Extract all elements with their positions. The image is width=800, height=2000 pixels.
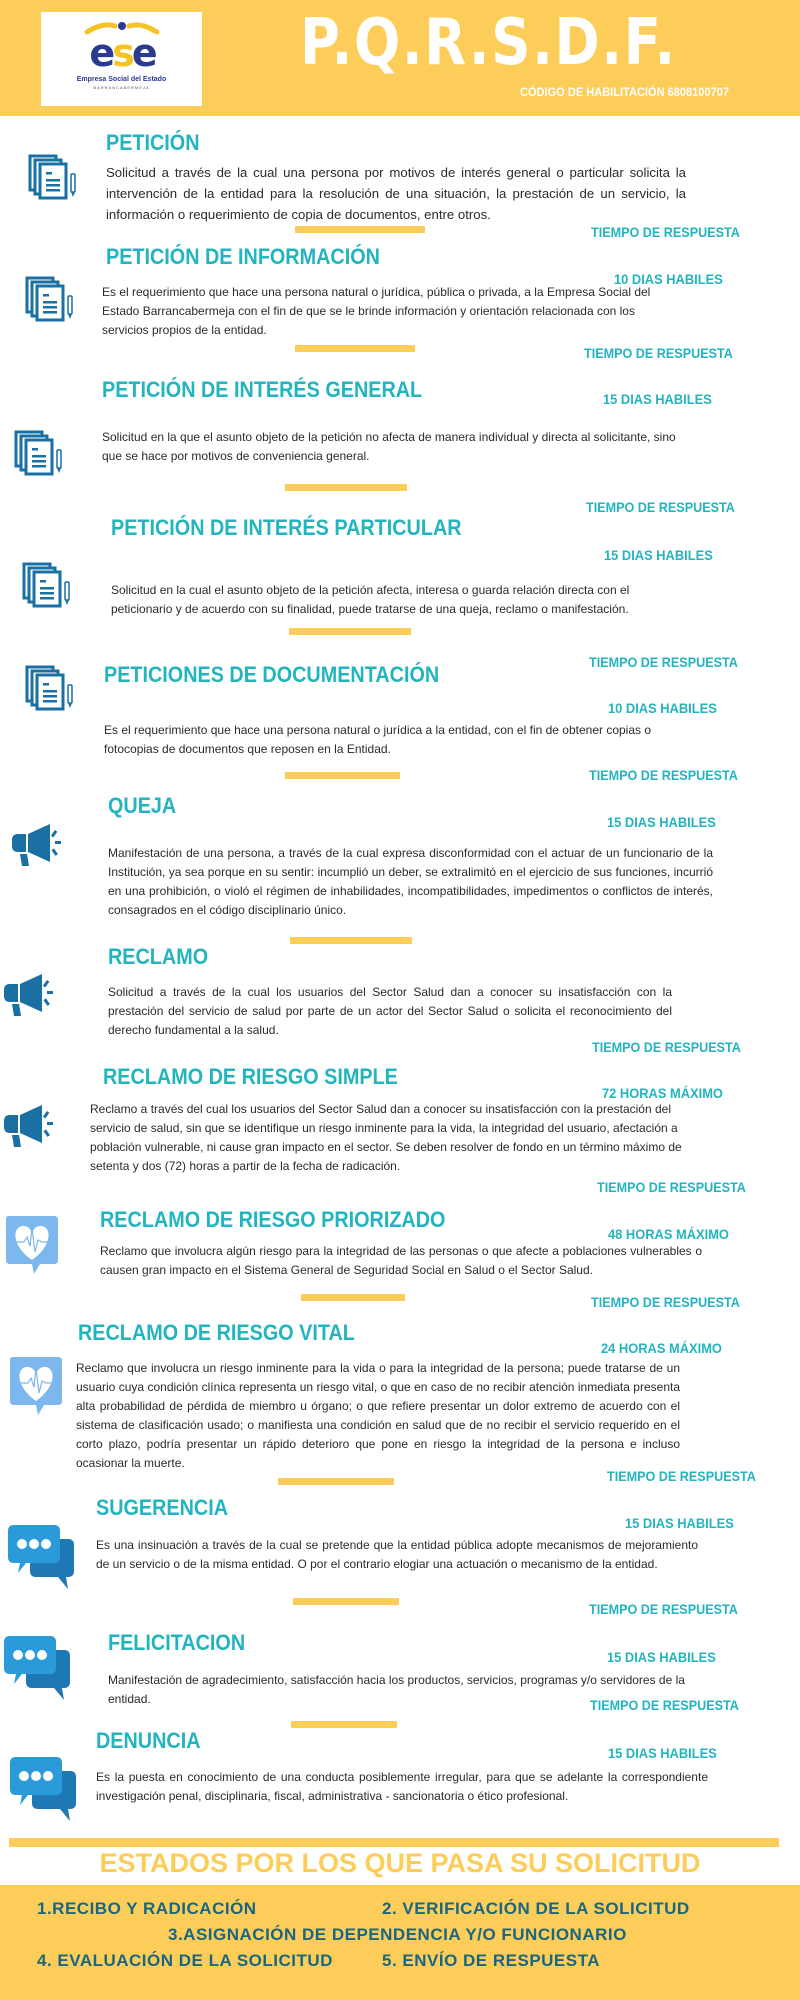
divider-bar [291, 1721, 397, 1728]
response-time-label: TIEMPO DE RESPUESTA [591, 224, 740, 240]
divider-bar [290, 937, 412, 944]
response-time-value: 15 DIAS HABILES [607, 1649, 716, 1665]
section-desc-peticion-informacion: Es el requerimiento que hace una persona natural o jurídica, pública o privada, a la Empresa Social del Estado Barrancabermeja con el fin de que se le brinde información y orientación relacionada con los servicios propios de la entidad. [102, 285, 651, 337]
state-item-4: 4. EVALUACIÓN DE LA SOLICITUD [37, 1951, 333, 1970]
response-time-value: 10 DIAS HABILES [614, 271, 723, 287]
response-time-value: 48 HORAS MÁXIMO [608, 1226, 729, 1242]
ese-logo-mark-icon [81, 18, 163, 74]
response-time-label: TIEMPO DE RESPUESTA [589, 1601, 738, 1617]
header-banner [0, 0, 800, 116]
state-item-3: 3.ASIGNACIÓN DE DEPENDENCIA Y/O FUNCIONARIO [168, 1925, 627, 1944]
response-time-value: 72 HORAS MÁXIMO [602, 1085, 723, 1101]
habilitation-code: CÓDIGO DE HABILITACIÓN 6808100707 [520, 85, 730, 99]
section-desc-felicitacion: Manifestación de agradecimiento, satisfacción hacia los productos, servicios, programas y/o servidores de la entidad. [108, 1673, 685, 1706]
megaphone-icon [2, 1103, 56, 1149]
section-title-felicitacion: FELICITACION [108, 1630, 246, 1655]
footer-divider [9, 1838, 779, 1847]
divider-bar [285, 484, 407, 491]
divider-bar [295, 226, 425, 233]
states-panel [0, 1885, 800, 2000]
response-time-label: TIEMPO DE RESPUESTA [607, 1468, 756, 1484]
section-desc-interes-general: Solicitud en la que el asunto objeto de la petición no afecta de manera individual y directa al solicitante, sino que se hace por motivos de conveniencia general. [102, 430, 676, 463]
response-time-label: TIEMPO DE RESPUESTA [590, 1697, 739, 1713]
section-desc-riesgo-priorizado: Reclamo que involucra algún riesgo para la integridad de las personas o que afecte a poblaciones vulnerables o causen gran impacto en el Sistema General de Seguridad Social en Salud o el Sector Salud. [100, 1244, 702, 1277]
response-time-label: TIEMPO DE RESPUESTA [597, 1179, 746, 1195]
section-title-peticion: PETICIÓN [106, 130, 200, 155]
response-time-label: TIEMPO DE RESPUESTA [589, 767, 738, 783]
section-desc-peticion: Solicitud a través de la cual una persona por motivos de interés general o particular solicita la intervención de la entidad para la resolución de una situación, la prestación de un servicio, la información o requerimiento de copia de documentos, entre otros. [106, 165, 686, 222]
divider-bar [289, 628, 411, 635]
section-desc-interes-particular: Solicitud en la cual el asunto objeto de la petición afecta, interesa o guarda relación directa con el peticionario y de acuerdo con su finalidad, puede tratarse de una queja, reclamo o manifestación. [111, 583, 630, 616]
page-title: P.Q.R.S.D.F. [300, 6, 677, 80]
heart-chat-icon [8, 1353, 64, 1417]
chat-bubbles-icon [8, 1523, 76, 1591]
section-desc-riesgo-simple: Reclamo a través del cual los usuarios del Sector Salud dan a conocer su insatisfacción con la prestación del servicio de salud, sin que se identifique un riesgo inminente para la vida, la integridad del usuario, afectación a población vulnerable, ni cause gran impacto en el sector. Se deben resolver de fondo en un término máximo de setenta y dos (72) horas a partir de la fecha de radicación. [90, 1102, 682, 1173]
section-title-riesgo-priorizado: RECLAMO DE RIESGO PRIORIZADO [100, 1207, 446, 1232]
section-title-denuncia: DENUNCIA [96, 1728, 201, 1753]
documents-icon [25, 276, 77, 324]
response-time-value: 15 DIAS HABILES [604, 547, 713, 563]
response-time-label: TIEMPO DE RESPUESTA [586, 499, 735, 515]
section-title-riesgo-vital: RECLAMO DE RIESGO VITAL [78, 1320, 355, 1345]
response-time-label: TIEMPO DE RESPUESTA [591, 1294, 740, 1310]
logo-line2: BARRANCABERMEJA [93, 85, 150, 90]
response-time-label: TIEMPO DE RESPUESTA [589, 654, 738, 670]
response-time-label: TIEMPO DE RESPUESTA [592, 1039, 741, 1055]
divider-bar [285, 772, 400, 779]
documents-icon [22, 562, 74, 610]
documents-icon [25, 665, 77, 713]
divider-bar [301, 1294, 405, 1301]
section-title-interes-general: PETICIÓN DE INTERÉS GENERAL [102, 377, 423, 402]
megaphone-icon [10, 822, 64, 868]
response-time-value: 24 HORAS MÁXIMO [601, 1340, 722, 1356]
response-time-value: 15 DIAS HABILES [608, 1745, 717, 1761]
section-title-queja: QUEJA [108, 793, 177, 818]
documents-icon [28, 154, 80, 202]
section-title-reclamo: RECLAMO [108, 944, 209, 969]
chat-bubbles-icon [10, 1755, 78, 1823]
section-desc-denuncia: Es la puesta en conocimiento de una conducta posiblemente irregular, para que se adelante la correspondiente investigación penal, disciplinaria, fiscal, administrativa - sancionatoria o ético profesional. [96, 1770, 708, 1803]
state-item-1: 1.RECIBO Y RADICACIÓN [37, 1899, 257, 1918]
divider-bar [295, 345, 415, 352]
response-time-value: 15 DIAS HABILES [607, 814, 716, 830]
section-title-peticion-informacion: PETICIÓN DE INFORMACIÓN [106, 244, 380, 269]
heart-chat-icon [4, 1212, 60, 1276]
section-title-riesgo-simple: RECLAMO DE RIESGO SIMPLE [103, 1064, 398, 1089]
section-title-interes-particular: PETICIÓN DE INTERÉS PARTICULAR [111, 515, 462, 540]
section-title-documentacion: PETICIONES DE DOCUMENTACIÓN [104, 662, 440, 687]
states-title: ESTADOS POR LOS QUE PASA SU SOLICITUD [99, 1848, 701, 1878]
chat-bubbles-icon [4, 1634, 72, 1702]
ese-logo [41, 12, 202, 106]
divider-bar [278, 1478, 394, 1485]
response-time-value: 10 DIAS HABILES [608, 700, 717, 716]
response-time-value: 15 DIAS HABILES [625, 1515, 734, 1531]
logo-line1: Empresa Social del Estado [76, 76, 167, 83]
state-item-2: 2. VERIFICACIÓN DE LA SOLICITUD [382, 1899, 690, 1918]
state-item-5: 5. ENVÍO DE RESPUESTA [382, 1951, 601, 1970]
section-title-sugerencia: SUGERENCIA [96, 1495, 229, 1520]
response-time-label: TIEMPO DE RESPUESTA [584, 345, 733, 361]
section-desc-documentacion: Es el requerimiento que hace una persona natural o jurídica a la entidad, con el fin de obtener copias o fotocopias de documentos que reposen en la Entidad. [104, 723, 652, 756]
section-desc-sugerencia: Es una insinuación a través de la cual se pretende que la entidad pública adopte mecanismos de mejoramiento de un servicio o de la misma entidad. O por el contrario elogiar una actuación o mecanismo de la entidad. [96, 1538, 698, 1571]
section-desc-riesgo-vital: Reclamo que involucra un riesgo inminente para la vida o para la integridad de la persona; puede tratarse de un usuario cuya condición clínica representa un riesgo vital, o que en caso de no recibir atención inmediata presenta alta probabilidad de pérdida de miembro u órgano; o que refiere presentar un dolor extremo de acuerdo con el sistema de clasificación usado; o manifiesta una condición en salud que de no recibir el servicio requerido en el corto plazo, podría presentar un rápido deterioro que pone en riesgo la integridad de la persona e incluso ocasionar la muerte. [76, 1361, 680, 1470]
divider-bar [293, 1598, 399, 1605]
response-time-value: 15 DIAS HABILES [603, 391, 712, 407]
section-desc-reclamo: Solicitud a través de la cual los usuarios del Sector Salud dan a conocer su insatisfacción con la prestación del servicio de salud por parte de un actor del Sector Salud o solicita el reconocimiento del derecho fundamental a la salud. [108, 985, 672, 1037]
svg-text:ese: ese [89, 31, 155, 74]
megaphone-icon [2, 972, 56, 1018]
documents-icon [14, 430, 66, 478]
section-desc-queja: Manifestación de una persona, a través de la cual expresa disconformidad con el actuar de un funcionario de la Institución, ya sea porque en su sentir: incumplió un deber, se extralimitó en el ejercicio de sus funciones, incurrió en una prohibición, o violó el régimen de inhabilidades, incompatibilidades, impedimentos o conflictos de interés, consagrados en el código disciplinario único. [108, 846, 713, 917]
